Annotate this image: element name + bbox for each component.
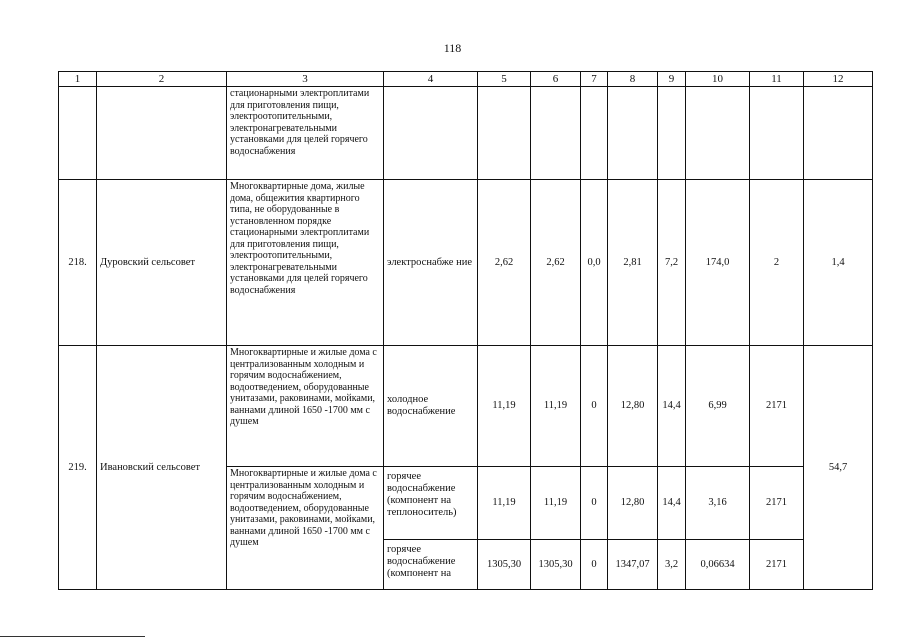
header-cell-2: 2: [97, 72, 227, 87]
value-col-7: 0: [581, 540, 608, 590]
settlement-name: Ивановский сельсовет: [97, 346, 227, 590]
value-col-10: 0,06634: [686, 540, 750, 590]
value-col-11: 2171: [750, 346, 804, 467]
header-cell-12: 12: [804, 72, 873, 87]
cell-empty: [478, 87, 531, 180]
header-cell-3: 3: [227, 72, 384, 87]
header-cell-10: 10: [686, 72, 750, 87]
header-row: [59, 72, 873, 87]
cell-empty: [804, 87, 873, 180]
value-col-10: 174,0: [686, 180, 750, 346]
value-col-7: 0: [581, 346, 608, 467]
value-col-7: 0: [581, 467, 608, 540]
cell-empty: [658, 87, 686, 180]
value-col-7: 0,0: [581, 180, 608, 346]
value-col-9: 3,2: [658, 540, 686, 590]
tariff-table: [58, 71, 873, 590]
value-col-6: 1305,30: [531, 540, 581, 590]
page-number: 118: [443, 41, 462, 55]
value-col-6: 11,19: [531, 467, 581, 540]
table-row-continued: [59, 87, 873, 180]
value-col-11: 2171: [750, 540, 804, 590]
cell-empty: [384, 87, 478, 180]
service-type: электроснабже ние: [384, 180, 478, 346]
value-col-12: 54,7: [804, 346, 873, 590]
cell-empty: [531, 87, 581, 180]
service-type: горячее водоснабжение (компонент на теплоноситель): [384, 467, 478, 540]
value-col-8: 2,81: [608, 180, 658, 346]
header-cell-8: 8: [608, 72, 658, 87]
cell-empty: [97, 87, 227, 180]
table-row-219: [59, 346, 873, 467]
value-col-9: 14,4: [658, 467, 686, 540]
cell-empty: [750, 87, 804, 180]
header-cell-9: 9: [658, 72, 686, 87]
value-col-5: 2,62: [478, 180, 531, 346]
table-row-218: [59, 180, 873, 346]
value-col-9: 14,4: [658, 346, 686, 467]
consumer-description: Многоквартирные и жилые дома с централизованным холодным и горячим водоснабжением, водоотведением, оборудованные унитазами, раковинами, мойками, ваннами длиной 1650 -1700 мм с душем: [227, 467, 384, 590]
consumer-description: Многоквартирные и жилые дома с централизованным холодным и горячим водоснабжением, водоотведением, оборудованные унитазами, раковинами, мойками, ваннами длиной 1650 -1700 мм с душем: [227, 346, 384, 467]
value-col-8: 12,80: [608, 346, 658, 467]
value-col-11: 2171: [750, 467, 804, 540]
value-col-5: 1305,30: [478, 540, 531, 590]
value-col-6: 2,62: [531, 180, 581, 346]
header-cell-6: 6: [531, 72, 581, 87]
value-col-8: 1347,07: [608, 540, 658, 590]
value-col-12: 1,4: [804, 180, 873, 346]
header-cell-11: 11: [750, 72, 804, 87]
value-col-9: 7,2: [658, 180, 686, 346]
service-type: холодное водоснабжение: [384, 346, 478, 467]
value-col-5: 11,19: [478, 467, 531, 540]
value-col-8: 12,80: [608, 467, 658, 540]
row-number: 218.: [59, 180, 97, 346]
cell-empty: [608, 87, 658, 180]
row-number: 219.: [59, 346, 97, 590]
header-cell-7: 7: [581, 72, 608, 87]
value-col-10: 6,99: [686, 346, 750, 467]
value-col-11: 2: [750, 180, 804, 346]
cell-empty: [686, 87, 750, 180]
value-col-10: 3,16: [686, 467, 750, 540]
consumer-description: стационарными электроплитами для приготовления пищи, электроотопительными, электронагревательными установками для целей горячего водоснабжения: [227, 87, 384, 180]
value-col-5: 11,19: [478, 346, 531, 467]
consumer-description: Многоквартирные дома, жилые дома, общежития квартирного типа, не оборудованные в установленном порядке стационарными электроплитами для приготовления пищи, электроотопительными, электронагревательными установками для целей горячего водоснабжения: [227, 180, 384, 346]
settlement-name: Дуровский сельсовет: [97, 180, 227, 346]
header-cell-1: 1: [59, 72, 97, 87]
header-cell-5: 5: [478, 72, 531, 87]
service-type: горячее водоснабжение (компонент на: [384, 540, 478, 590]
cell-empty: [59, 87, 97, 180]
header-cell-4: 4: [384, 72, 478, 87]
cell-empty: [581, 87, 608, 180]
footnote-separator: [0, 636, 145, 637]
value-col-6: 11,19: [531, 346, 581, 467]
